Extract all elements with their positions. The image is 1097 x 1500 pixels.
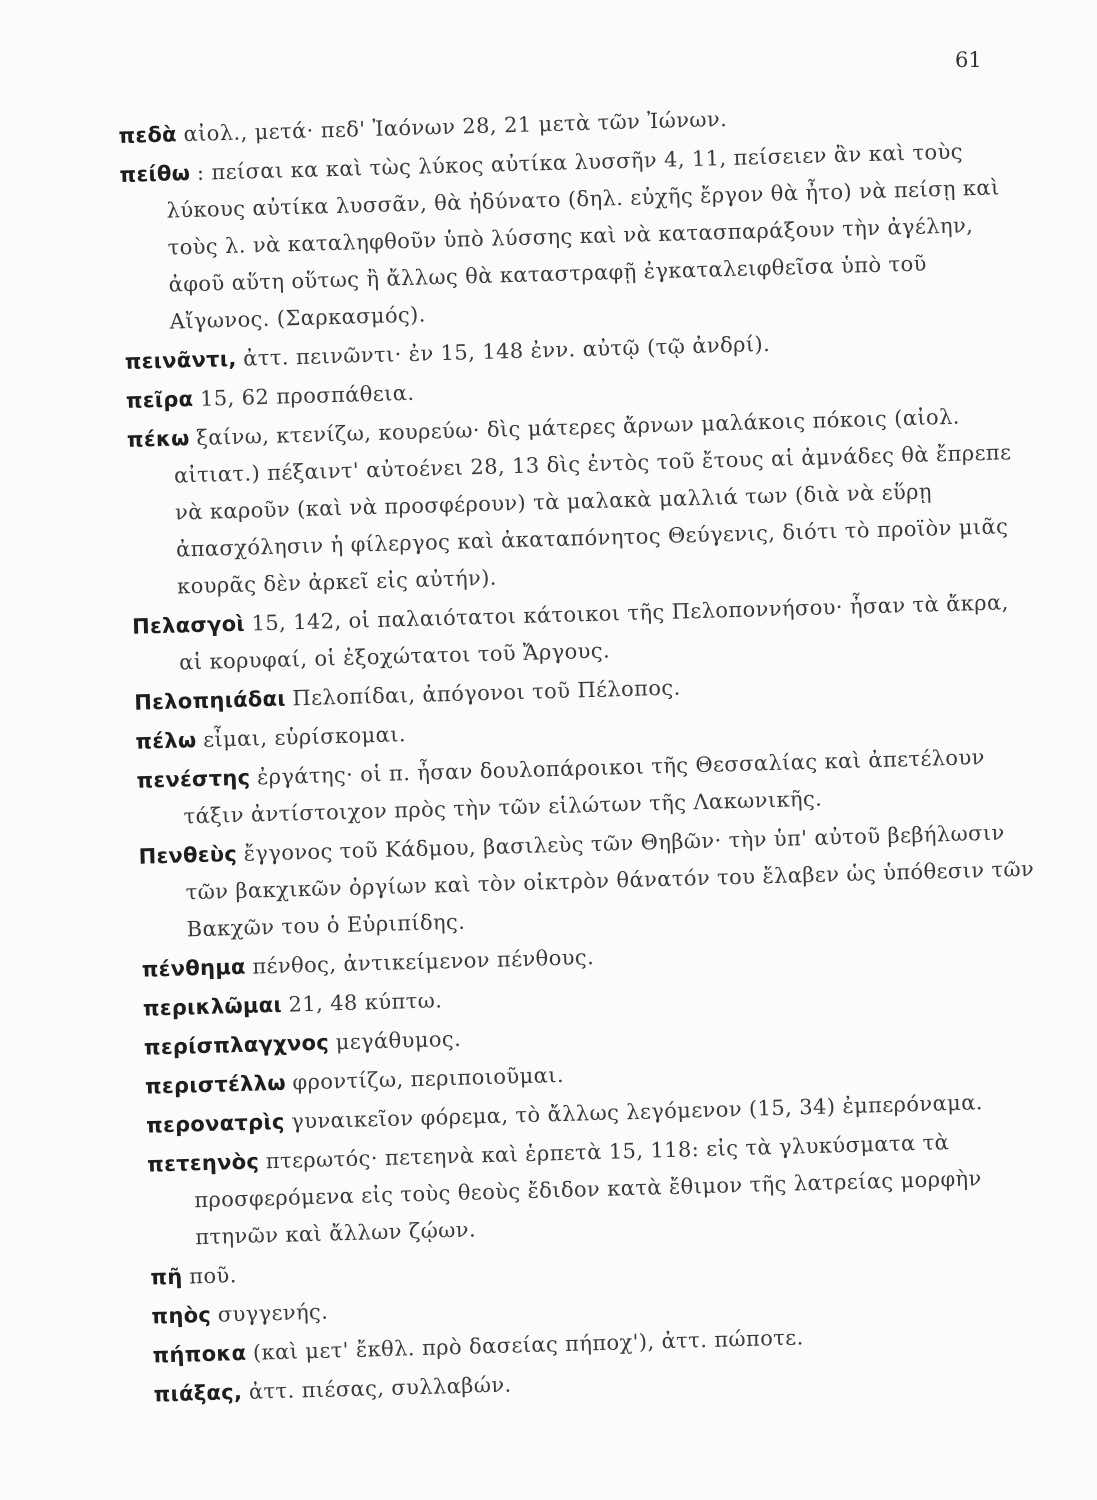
entry-headword: περονατρὶς bbox=[145, 1109, 285, 1138]
glossary-entry bbox=[147, 1121, 1050, 1257]
entry-headword: πέκω bbox=[126, 426, 190, 452]
entry-headword: Πελοπηιάδαι bbox=[133, 686, 287, 715]
entry-definition: ἐργάτης· οἱ π. ἦσαν δουλοπάροικοι τῆς Θεσσαλίας καὶ ἀπετέλουν τάξιν ἀντίστοιχον πρὸς τὴν τῶν εἱλώτων τῆς Λακωνικῆς. bbox=[183, 745, 986, 829]
glossary bbox=[118, 93, 1054, 1416]
entry-definition: ἀττ. πιέσας, συλλαβών. bbox=[248, 1372, 512, 1404]
entry-definition: 15, 142, οἱ παλαιότατοι κάτοικοι τῆς Πελοποννήσου· ἦσαν τὰ ἄκρα, αἱ κορυφαί, οἱ ἐξοχώτατοι τοῦ Ἄργους. bbox=[178, 590, 1009, 675]
entry-headword: πηὸς bbox=[151, 1302, 212, 1329]
entry-definition: γυναικεῖον φόρεμα, τὸ ἄλλως λεγόμενον (15, 34) ἐμπερόναμα. bbox=[291, 1090, 984, 1134]
page-number: 61 bbox=[955, 48, 982, 72]
entry-headword: πέλω bbox=[135, 728, 197, 754]
entry-headword: πετεηνὸς bbox=[146, 1149, 260, 1177]
entry-headword: πεῖρα bbox=[125, 387, 194, 413]
entry-headword: πείθω bbox=[119, 161, 191, 187]
entry-definition: μεγάθυμος. bbox=[335, 1026, 462, 1055]
entry-headword: πεινᾶντι, bbox=[124, 346, 237, 374]
entry-headword: περιστέλλω bbox=[144, 1070, 287, 1099]
entry-definition: πένθος, ἀντικείμενον πένθους. bbox=[252, 945, 595, 979]
entry-definition: (καὶ μετ' ἔκθλ. πρὸ δασείας πήποχ'), ἀττ. πώποτε. bbox=[252, 1325, 804, 1365]
entry-headword: περίσπλαγχνος bbox=[143, 1030, 330, 1060]
entry-definition: ξαίνω, κτενίζω, κουρεύω· δὶς μάτερες ἄρνων μαλάκοις πόκοις (αἰολ. αἰτιατ.) πέξαιντ' αὐτοένει 28, 13 δὶς ἐντὸς τοῦ ἔτους αἱ ἀμνάδες θὰ ἔπρεπε νὰ καροῦν (καὶ νὰ προσφέρουν) τὰ μαλακὰ μαλλιά των (διὰ νὰ εὕρῃ ἀπασχόλησιν ἡ φίλεργος καὶ ἀκαταπόνητος Θεύγενις, διότι τὸ προϊὸν μιᾶς κουρᾶς δὲν ἀρκεῖ εἰς αὐτήν). bbox=[173, 404, 1012, 599]
entry-definition: 15, 62 προσπάθεια. bbox=[199, 380, 415, 411]
entry-definition: αἰολ., μετά· πεδ' Ἰαόνων 28, 21 μετὰ τῶν Ἰώνων. bbox=[183, 106, 728, 147]
entry-definition: Πελοπίδαι, ἀπόγονοι τοῦ Πέλοπος. bbox=[292, 675, 681, 711]
entry-definition: ποῦ. bbox=[188, 1263, 238, 1289]
glossary-entry bbox=[126, 397, 1031, 607]
entry-headword: πήποκα bbox=[152, 1340, 247, 1368]
entry-headword: πῆ bbox=[150, 1264, 183, 1290]
entry-headword: πεδὰ bbox=[118, 122, 178, 148]
entry-definition: ἀττ. πεινῶντι· ἐν 15, 148 ἐνν. αὐτῷ (τῷ ἀνδρί). bbox=[242, 331, 771, 371]
entry-definition: ἔγγονος τοῦ Κάδμου, βασιλεὺς τῶν Θηβῶν· τὴν ὑπ' αὐτοῦ βεβήλωσιν τῶν βακχικῶν ὀργίων καὶ τὸν οἰκτρὸν θάνατόν του ἔλαβεν ὡς ὑπόθεσιν τῶν Βακχῶν του ὁ Εὐριπίδης. bbox=[185, 820, 1035, 942]
entry-definition: πτερωτός· πετεηνὰ καὶ ἑρπετὰ 15, 118: εἰς τὰ γλυκύσματα τὰ προσφερόμενα εἰς τοὺς θεοὺς ἔδιδον κατὰ ἔθιμον τῆς λατρείας μορφὴν πτηνῶν καὶ ἄλλων ζῴων. bbox=[193, 1130, 982, 1250]
entry-headword: πένθημα bbox=[141, 954, 247, 982]
entry-headword: περικλῶμαι bbox=[142, 992, 283, 1021]
entry-definition: φροντίζω, περιποιοῦμαι. bbox=[292, 1062, 565, 1095]
glossary-entry bbox=[119, 132, 1024, 342]
entry-definition: εἶμαι, εὑρίσκομαι. bbox=[202, 722, 407, 752]
entry-definition: : πείσαι κα καὶ τὼς λύκος αὐτίκα λυσσῆν 4, 11, πείσειεν ἂν καὶ τοὺς λύκους αὐτίκα λυσσᾶν, θὰ ἠδύνατο (δηλ. εὐχῆς ἔργον θὰ ἦτο) νὰ πείσῃ καὶ τοὺς λ. νὰ καταληφθοῦν ὑπὸ λύσσης καὶ νὰ κατασπαράξουν τὴν ἀγέλην, ἀφοῦ αὕτη οὕτως ἢ ἄλλως θὰ καταστραφῇ ἐγκαταλειφθεῖσα ὑπὸ τοῦ Αἴγωνος. (Σαρκασμός). bbox=[166, 139, 1000, 334]
entry-headword: Πενθεὺς bbox=[138, 841, 238, 869]
entry-definition: συγγενής. bbox=[217, 1299, 329, 1327]
entry-definition: 21, 48 κύπτω. bbox=[288, 988, 443, 1017]
entry-headword: πενέστης bbox=[136, 765, 251, 793]
entry-headword: πιάξας, bbox=[153, 1380, 243, 1407]
glossary-entry bbox=[138, 814, 1041, 950]
entry-headword: Πελασγοὶ bbox=[131, 611, 246, 639]
